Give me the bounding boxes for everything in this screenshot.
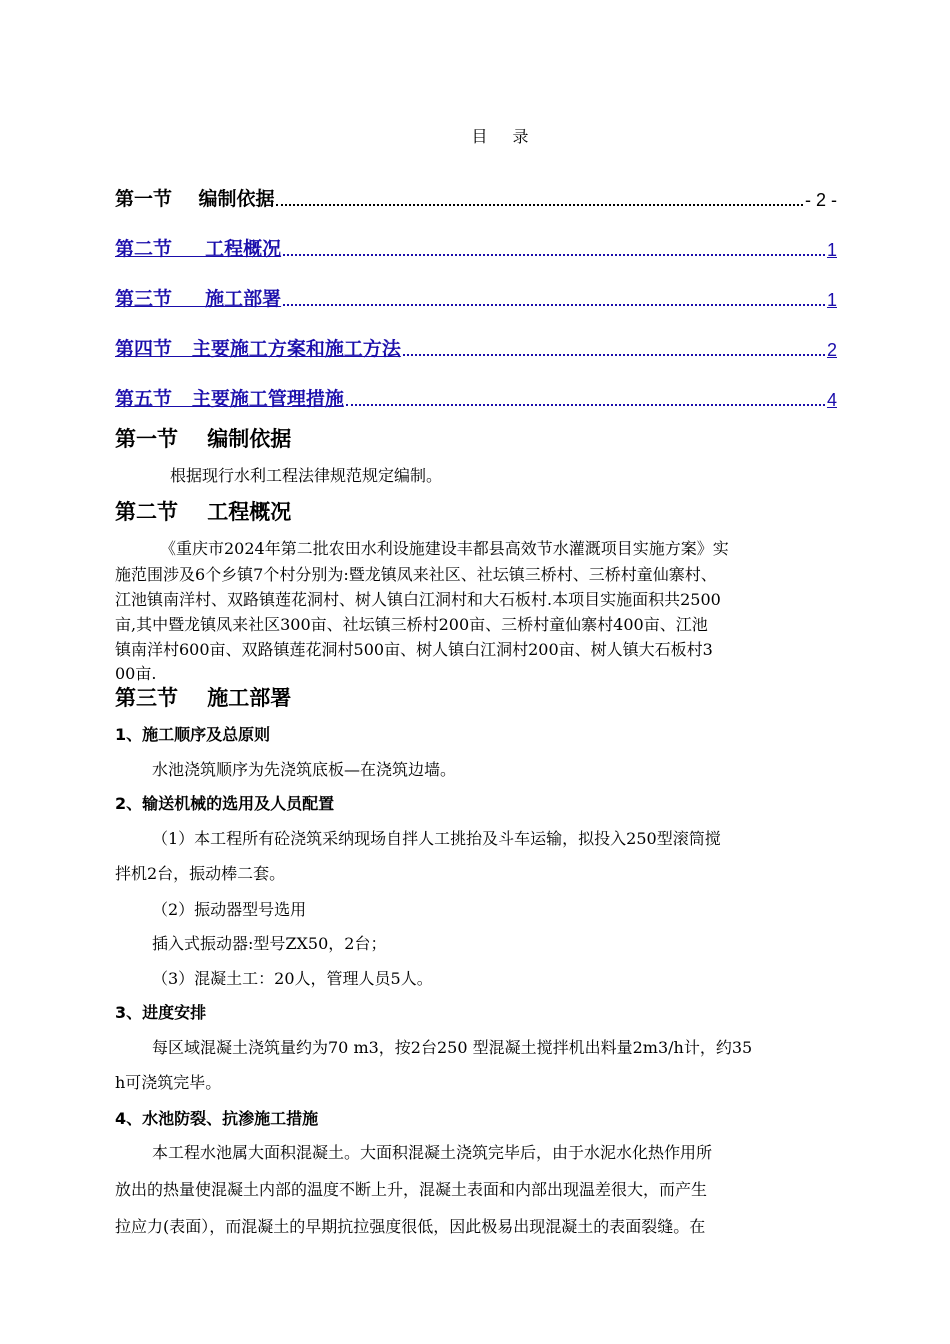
subsection-2-line-4: 插入式振动器:型号ZX50，2台； <box>152 934 387 953</box>
toc-item-page: 1 <box>826 240 837 260</box>
toc-item-page: 1 <box>826 290 837 310</box>
section-2-line-5: 镇南洋村600亩、双路镇莲花洞村500亩、树人镇白江洞村200亩、树人镇大石板村3 <box>115 640 713 659</box>
subsection-2-line-3: （2）振动器型号选用 <box>152 900 307 919</box>
subsection-2-heading: 2、输送机械的选用及人员配置 <box>115 794 335 813</box>
section-1-paragraph: 根据现行水利工程法律规范规定编制。 <box>170 466 443 485</box>
section-3-heading: 第三节 施工部署 <box>115 686 292 710</box>
toc-leader-dots <box>283 253 825 256</box>
toc-item-1[interactable] <box>115 185 837 211</box>
section-1-heading: 第一节 编制依据 <box>115 427 292 451</box>
subsection-4-line-1: 本工程水池属大面积混凝土。大面积混凝土浇筑完毕后，由于水泥水化热作用所 <box>152 1143 713 1162</box>
toc-title: 目 录 <box>471 127 539 146</box>
subsection-1-heading: 1、施工顺序及总原则 <box>115 725 271 744</box>
subsection-3-heading: 3、进度安排 <box>115 1003 207 1022</box>
toc-item-label: 第四节 主要施工方案和施工方法 <box>115 338 401 360</box>
subsection-3-line-2: h可浇筑完毕。 <box>115 1073 222 1092</box>
subsection-3-line-1: 每区域混凝土浇筑量约为70 m3，按2台250 型混凝土搅拌机出料量2m3/h计，约35 <box>152 1038 753 1057</box>
toc-item-label: 第三节 施工部署 <box>115 288 282 310</box>
toc-item-page: 4 <box>826 390 837 410</box>
toc-item-label: 第一节 编制依据 <box>115 188 275 210</box>
section-2-heading: 第二节 工程概况 <box>115 500 292 524</box>
subsection-2-line-5: （3）混凝土工：20人，管理人员5人。 <box>152 969 433 988</box>
subsection-1-paragraph: 水池浇筑顺序为先浇筑底板—在浇筑边墙。 <box>152 760 457 779</box>
toc-item-2[interactable] <box>115 235 837 261</box>
section-2-line-1: 《重庆市2024年第二批农田水利设施建设丰都县高效节水灌溉项目实施方案》实 <box>160 539 729 558</box>
toc-leader-dots <box>403 353 825 356</box>
toc-item-label: 第五节 主要施工管理措施 <box>115 388 344 410</box>
toc-item-page: 2 <box>826 340 837 360</box>
toc-leader-dots <box>346 403 825 406</box>
toc-leader-dots <box>276 203 803 206</box>
subsection-4-line-2: 放出的热量使混凝土内部的温度不断上升，混凝土表面和内部出现温差很大，而产生 <box>115 1180 708 1199</box>
subsection-2-line-1: （1）本工程所有砼浇筑采纳现场自拌人工挑抬及斗车运输，拟投入250型滚筒搅 <box>152 829 721 848</box>
section-2-line-4: 亩,其中暨龙镇凤来社区300亩、社坛镇三桥村200亩、三桥村童仙寨村400亩、江池 <box>115 615 708 634</box>
toc-leader-dots <box>283 303 825 306</box>
section-2-line-3: 江池镇南洋村、双路镇莲花洞村、树人镇白江洞村和大石板村.本项目实施面积共2500 <box>115 590 721 609</box>
toc-item-3[interactable] <box>115 285 837 311</box>
toc-item-page: - 2 - <box>804 190 837 210</box>
subsection-4-line-3: 拉应力(表面），而混凝土的早期抗拉强度很低，因此极易出现混凝土的表面裂缝。在 <box>115 1217 706 1236</box>
toc-item-4[interactable] <box>115 335 837 361</box>
section-2-line-2: 施范围涉及6个乡镇7个村分别为:暨龙镇凤来社区、社坛镇三桥村、三桥村童仙寨村、 <box>115 565 717 584</box>
toc-item-label: 第二节 工程概况 <box>115 238 282 260</box>
section-2-line-6: 00亩. <box>115 664 157 683</box>
toc-item-5[interactable] <box>115 385 837 411</box>
subsection-4-heading: 4、水池防裂、抗渗施工措施 <box>115 1109 319 1128</box>
subsection-2-line-2: 拌机2台，振动棒二套。 <box>115 864 286 883</box>
